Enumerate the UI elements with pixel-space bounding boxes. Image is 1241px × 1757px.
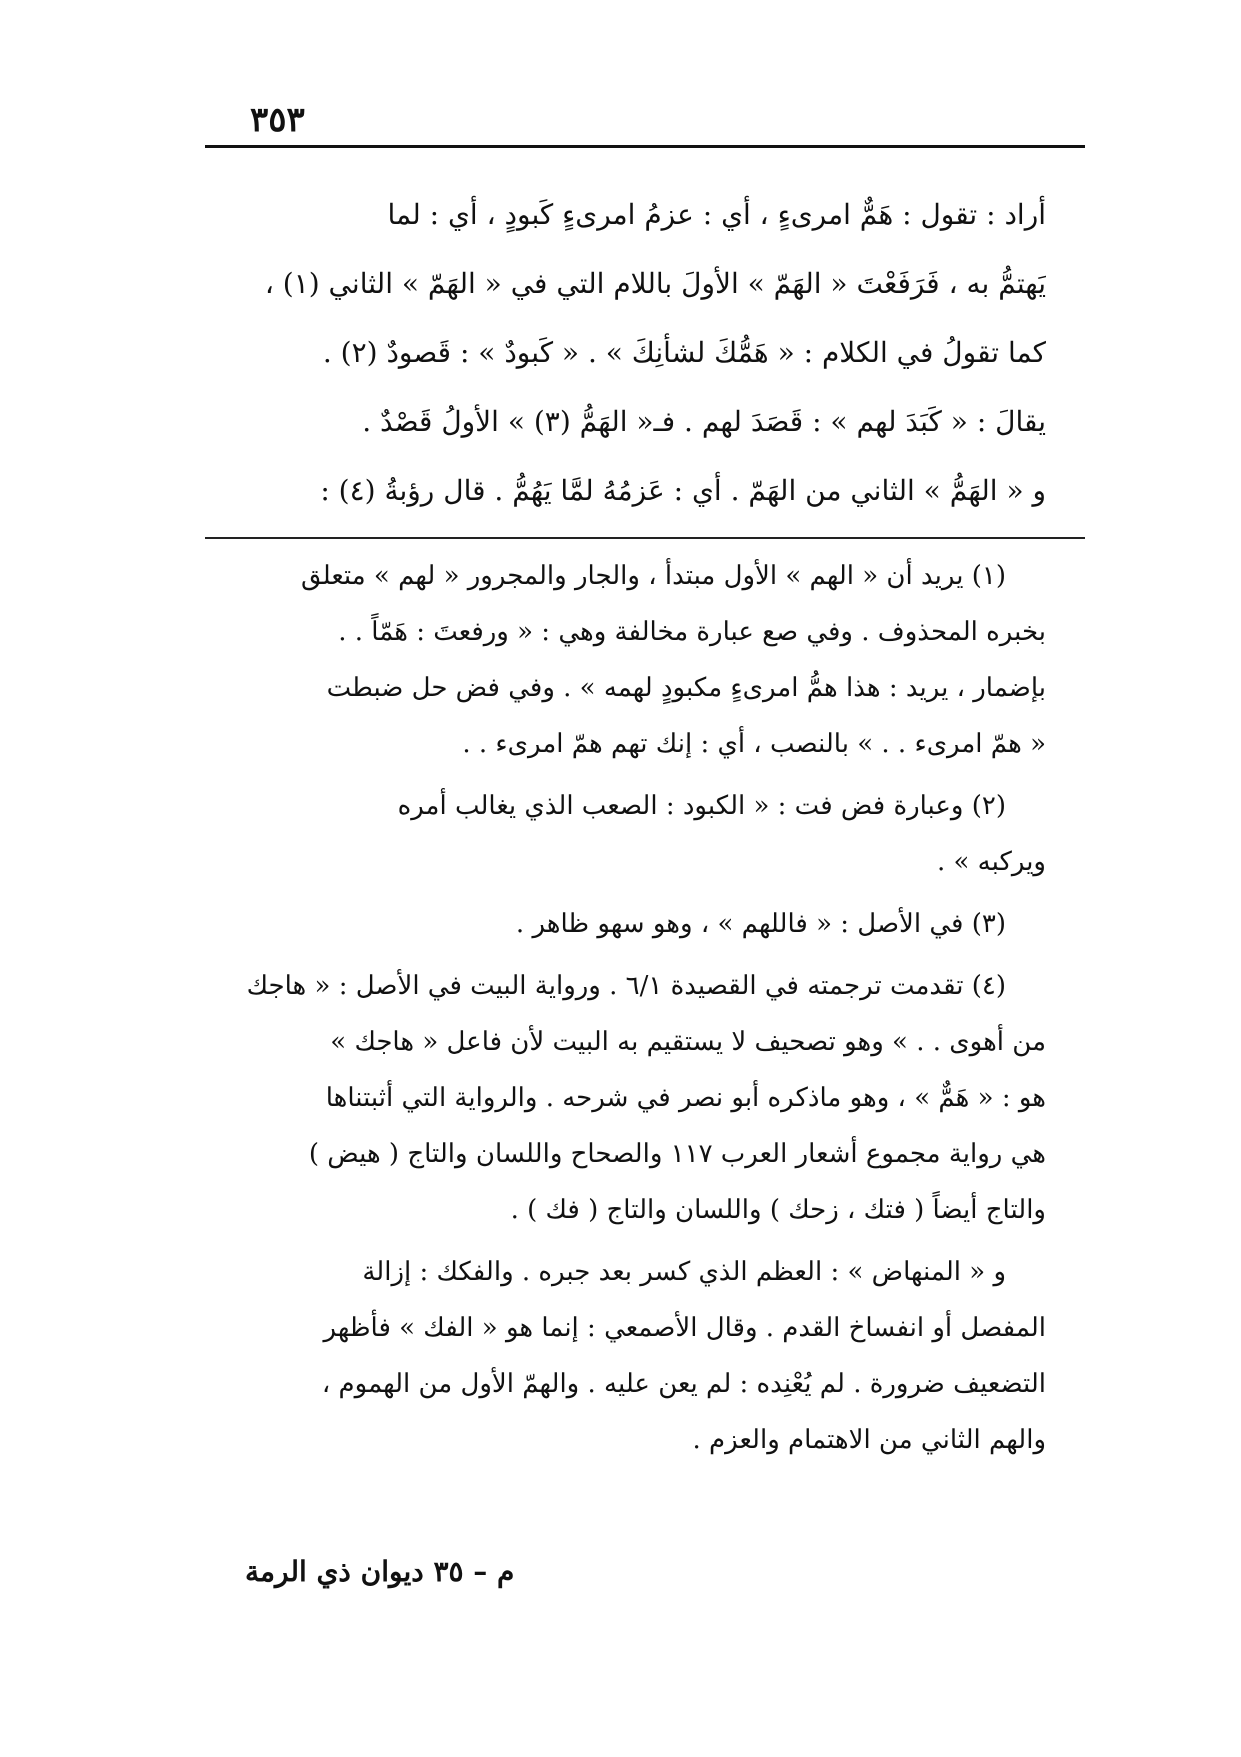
header-rule — [205, 145, 1085, 148]
footnote-line: (١) يريد أن « الهم » الأول مبتدأ ، والجار والمجرور « لهم » متعلق — [301, 561, 1006, 591]
body-line: كما تقولُ في الكلام : « هَمُّكَ لشأنِكَ » . « كَبودٌ » : قَصودٌ (٢) . — [322, 336, 1046, 369]
body-line: أراد : تقول : هَمٌّ امرىءٍ ، أي : عزمُ امرىءٍ كَبودٍ ، أي : لما — [387, 198, 1046, 231]
footnote-line: والهم الثاني من الاهتمام والعزم . — [692, 1425, 1046, 1455]
body-text — [196, 180, 1046, 525]
footnote-line: « همّ امرىء . . » بالنصب ، أي : إنك تهم همّ امرىء . . — [462, 729, 1046, 759]
body-line: و « الهَمُّ » الثاني من الهَمّ . أي : عَزمُهُ لمَّا يَهُمُّ . قال رؤبةُ (٤) : — [320, 474, 1046, 507]
body-line: يقالَ : « كَبَدَ لهم » : قَصَدَ لهم . فـ« الهَمُّ (٣) » الأولُ قَصْدٌ . — [362, 405, 1046, 438]
footnote-line: بخبره المحذوف . وفي صع عبارة مخالفة وهي : « ورفعتَ : هَمّاً . . — [338, 617, 1046, 647]
footnote-line: والتاج أيضاً ( فتك ، زحك ) واللسان والتاج ( فك ) . — [510, 1195, 1046, 1225]
footnote-line: بإضمار ، يريد : هذا همُّ امرىءٍ مكبودٍ لهمه » . وفي فض حل ضبطت — [326, 673, 1046, 703]
page-number: ٣٥٣ — [250, 100, 305, 140]
signature-mark: م – ٣٥ ديوان ذي الرمة — [245, 1555, 515, 1588]
footnote-line: (٢) وعبارة فض فت : « الكبود : الصعب الذي يغالب أمره — [397, 791, 1006, 821]
footnote-line: من أهوى . . » وهو تصحيف لا يستقيم به البيت لأن فاعل « هاجك » — [330, 1027, 1046, 1057]
footnotes — [196, 548, 1046, 1474]
footnote-line: (٣) في الأصل : « فاللهم » ، وهو سهو ظاهر . — [515, 909, 1006, 939]
body-line: يَهتمُّ به ، فَرَفَعْتَ « الهَمّ » الأولَ باللام التي في « الهَمّ » الثاني (١) ، — [264, 267, 1046, 300]
footnote-note — [196, 1244, 1046, 1468]
footnote-line: (٤) تقدمت ترجمته في القصيدة ٦/١ . ورواية البيت في الأصل : « هاجك — [246, 971, 1006, 1001]
footnote-rule — [205, 537, 1085, 539]
footnote-1 — [196, 548, 1046, 772]
footnote-line: و « المنهاض » : العظم الذي كسر بعد جبره . والفكك : إزالة — [362, 1257, 1006, 1287]
footnote-2 — [196, 778, 1046, 890]
footnote-4 — [196, 958, 1046, 1238]
footnote-line: المفصل أو انفساخ القدم . وقال الأصمعي : إنما هو « الفك » فأظهر — [323, 1313, 1046, 1343]
footnote-line: التضعيف ضرورة . لم يُعْنِده : لم يعن عليه . والهمّ الأول من الهموم ، — [321, 1369, 1046, 1399]
footnote-3 — [196, 896, 1046, 952]
footnote-line: ويركبه » . — [936, 847, 1046, 877]
footnote-line: هو : « هَمٌّ » ، وهو ماذكره أبو نصر في شرحه . والرواية التي أثبتناها — [325, 1083, 1046, 1113]
footnote-line: هي رواية مجموع أشعار العرب ١١٧ والصحاح واللسان والتاج ( هيض ) — [308, 1139, 1046, 1169]
